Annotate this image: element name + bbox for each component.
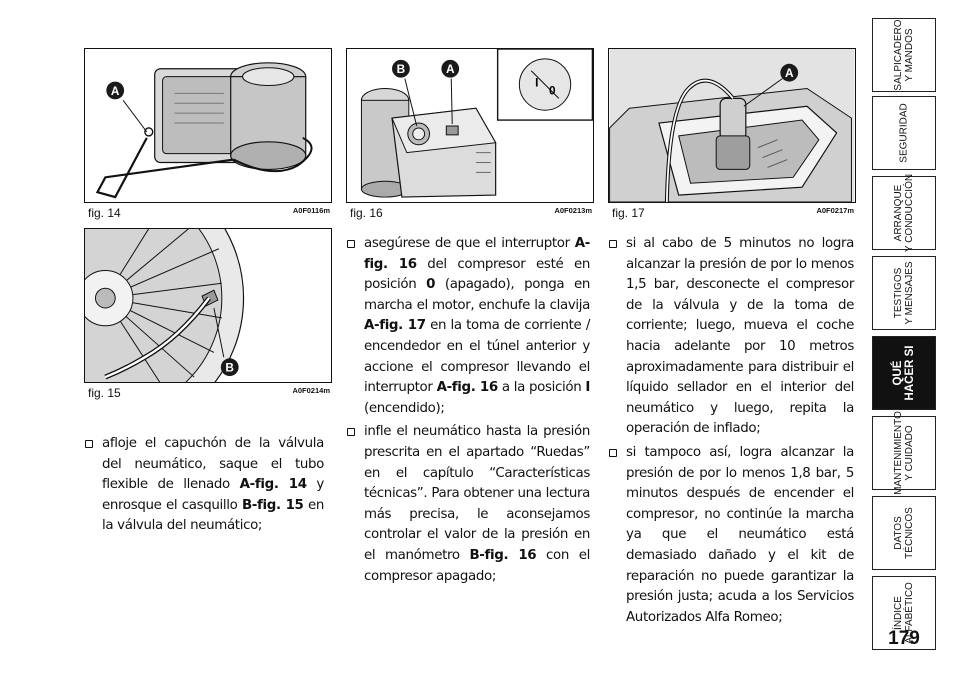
bold-reference: I: [585, 380, 591, 396]
chapter-tab-label-line: Y CUIDADO: [904, 425, 915, 481]
chapter-tab[interactable]: [872, 173, 936, 253]
figure-caption: fig. 17: [612, 206, 645, 220]
chapter-tab-label: [893, 174, 915, 252]
chapter-tab-label-line: Y CONDUCCIÓN: [904, 173, 915, 253]
figure-15: [84, 228, 332, 383]
chapter-tab-label: [892, 346, 916, 401]
compressor-switch-illustration: [347, 49, 593, 202]
checkbox-bullet-icon: [347, 240, 355, 248]
callout-a: A: [784, 66, 794, 81]
chapter-tab-label-line: ÍNDICE: [893, 596, 904, 630]
text-column-1: [84, 434, 324, 540]
switch-label-off: 0: [548, 83, 556, 98]
bullet-item: [346, 234, 590, 419]
figure-16: [346, 48, 594, 203]
checkbox-bullet-icon: [85, 440, 93, 448]
chapter-tab-label-line: SALPICADERO: [893, 19, 904, 91]
chapter-tab-label-line: HACER SI: [904, 345, 916, 401]
body-text: asegúrese de que el interruptor: [364, 236, 575, 251]
body-text: en la toma de corriente / encendedor en el túnel anterior y accione el compresor llevando el interruptor: [364, 318, 590, 396]
checkbox-bullet-icon: [609, 240, 617, 248]
chapter-tab-label: [893, 261, 915, 324]
body-text: infle el neumático hasta la presión prescrita en el apartado “Ruedas” en el capítulo “Características técnicas”. Para obtener una lectura más precisa, le aconsejamos controlar el valor de la presión en el manómetro: [364, 424, 590, 563]
figure-code: A0F0116m: [292, 206, 330, 215]
chapter-tab-label: [899, 103, 910, 162]
text-column-3: [608, 234, 854, 631]
figure-code: A0F0214m: [292, 386, 330, 395]
figure-caption: fig. 14: [88, 206, 121, 220]
bold-reference: B-fig. 15: [241, 497, 304, 513]
checkbox-bullet-icon: [609, 449, 617, 457]
body-text: (encendido);: [364, 400, 445, 416]
text-column-2: [346, 234, 590, 590]
chapter-tab-label-line: ALFABÉTICO: [904, 582, 915, 644]
callout-b: B: [225, 360, 234, 375]
figure-caption: fig. 15: [88, 386, 121, 400]
figure-code: A0F0213m: [554, 206, 592, 215]
body-text: (apagado), ponga en marcha el motor, enchufe la clavija: [364, 277, 590, 313]
callout-b: B: [396, 62, 406, 77]
chapter-tab-label-line: Y MENSAJES: [904, 261, 915, 325]
figure-caption: fig. 16: [350, 206, 383, 220]
chapter-tab-label-line: SEGURIDAD: [898, 103, 910, 163]
page-number: 179: [888, 628, 920, 649]
chapter-tab-label-line: TÉCNICOS: [904, 507, 915, 559]
figure-code: A0F0217m: [816, 206, 854, 215]
bold-reference: B-fig. 16: [469, 547, 537, 563]
body-text: del compresor esté en posición: [364, 256, 591, 293]
bold-reference: A-fig. 14: [239, 477, 307, 493]
chapter-tab-label-line: Y MANDOS: [904, 28, 915, 82]
bullet-item: [608, 443, 854, 628]
bold-reference: 0: [426, 277, 436, 293]
body-text: en la válvula del neumático;: [102, 497, 324, 534]
chapter-tab-label-line: TESTIGOS: [893, 267, 904, 319]
bold-reference: A-fig. 17: [364, 318, 426, 334]
chapter-tab[interactable]: [872, 496, 936, 570]
chapter-tab-label: [893, 507, 915, 559]
chapter-tab-label-line: MANTENIMIENTO: [893, 411, 904, 495]
callout-a: A: [445, 62, 455, 77]
chapter-tab-label-line: QUÉ: [892, 360, 904, 386]
figure-14: [84, 48, 332, 203]
chapter-tab[interactable]: [872, 18, 936, 92]
bullet-item: [84, 434, 324, 537]
figure-17: [608, 48, 856, 203]
chapter-tabs: [872, 0, 960, 692]
body-text: afloje el capuchón de la válvula del neumático, saque el tubo flexible de llenado: [102, 436, 324, 493]
chapter-tab[interactable]: [872, 411, 936, 495]
chapter-tab-label: [893, 19, 915, 90]
chapter-tab[interactable]: [872, 96, 936, 170]
switch-label-on: I: [535, 75, 539, 90]
body-text: a la posición: [497, 380, 586, 396]
compressor-hose-illustration: [85, 49, 331, 202]
body-text: si al cabo de 5 minutos no logra alcanzar la presión de por lo menos 1,5 bar, desconecte el compresor de la válvula y de la toma de corriente; luego, mueva el coche hacia adelante por 10 metros aproximadamente para distribuir el líquido sellador en el interior del neumático y luego, repita la operación de inflado;: [626, 236, 854, 437]
chapter-tab-label-line: DATOS: [893, 516, 904, 550]
body-text: y enrosque el casquillo: [102, 477, 324, 513]
power-socket-illustration: [609, 49, 855, 202]
chapter-tab[interactable]: [872, 336, 936, 410]
chapter-tab[interactable]: [872, 256, 936, 330]
bold-reference: A-fig. 16: [436, 380, 498, 396]
checkbox-bullet-icon: [347, 428, 355, 436]
body-text: si tampoco así, logra alcanzar la presión de por lo menos 1,8 bar, 5 minutos después de encender el compresor, no continúe la marcha ya que el neumático está demasiado dañado y el kit de reparación no puede garantizar la presión justa; acuda a los Servicios Autorizados Alfa Romeo;: [626, 444, 854, 625]
chapter-tab-label: [893, 411, 915, 495]
chapter-tab-label-line: ARRANQUE: [893, 184, 904, 242]
bold-reference: A-fig. 16: [364, 236, 590, 272]
bullet-item: [346, 422, 590, 587]
callout-a: A: [110, 83, 120, 98]
bullet-item: [608, 234, 854, 440]
body-text: con el compresor apagado;: [364, 547, 590, 584]
tyre-valve-illustration: [85, 229, 331, 382]
